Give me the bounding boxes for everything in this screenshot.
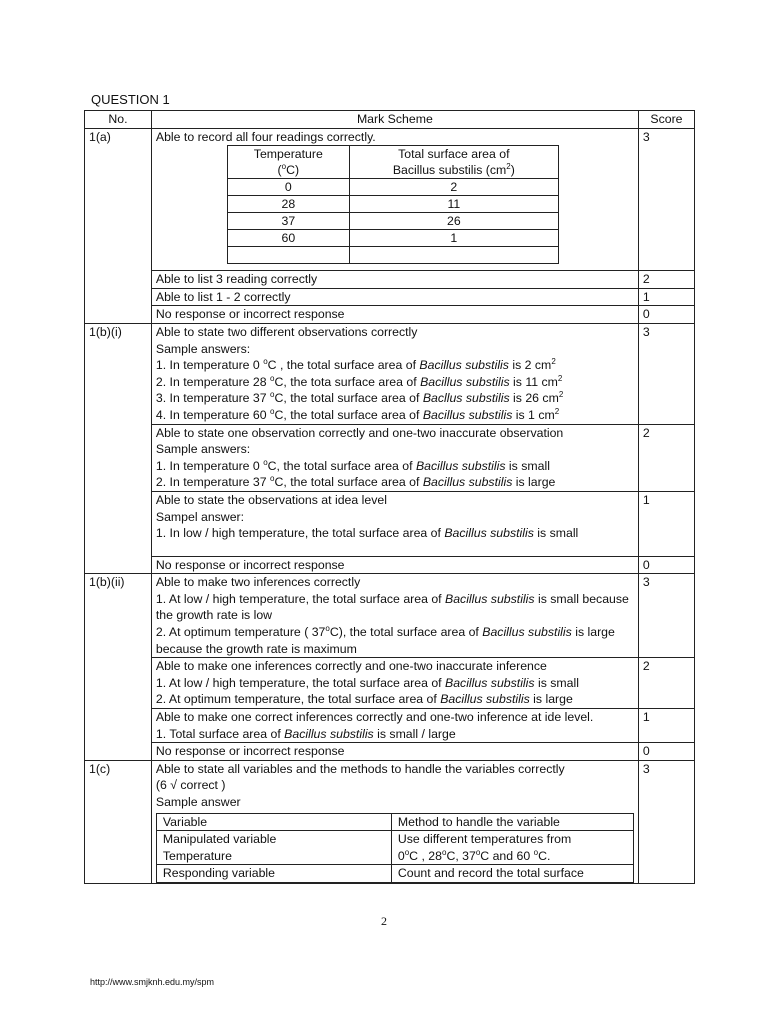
page-number: 2 <box>381 914 387 928</box>
mark-scheme-table <box>84 110 695 884</box>
criterion-text: No response or incorrect response <box>151 306 638 324</box>
criterion-text: Able to list 1 - 2 correctly <box>151 288 638 306</box>
criterion-text: Able to record all four readings correctly. <box>155 129 376 144</box>
footer-url: http://www.smjknh.edu.my/spm <box>90 977 215 987</box>
row-number: 1(c) <box>85 760 152 883</box>
sample-answer: 1. In temperature 0 $^o$C , the total surface area of Bacillus substilis is 2 $cm^2$ <box>155 357 556 373</box>
readings-row <box>227 247 558 264</box>
sample-answer: 3. In temperature 37 $^o$C, the total surface area of Bacllus substilis is 26 $cm^2$ <box>155 390 564 406</box>
criterion-text: No response or incorrect response <box>151 556 638 574</box>
score-cell: 0 <box>638 306 694 324</box>
area-header: Total surface area of <box>398 147 510 162</box>
readings-table <box>227 145 559 264</box>
criterion-cell: Able to state two different observations correctly Sample answers: 1. In temperature 0 $^o$C , the total surface area of Bacillus substilis is 2 $cm^2$ 2. In temperature 28 $^o$C, the tota surface area of Bacillus substilis is 11 $cm^2$ 3. In temperature 37 $^o$C, the total surface area of Bacllus substilis is 26 $cm^2$ 4. In temperature 60 $^o$C, the total surface area of Bacillus substilis is 1 $cm^2$ <box>151 323 638 424</box>
sample-answer: 2. At optimum temperature, the total surface area of Bacillus substilis is large <box>155 692 573 707</box>
score-cell: 3 <box>638 128 694 271</box>
score-cell: 1 <box>638 491 694 556</box>
score-cell: 1 <box>638 288 694 306</box>
criterion-text: No response or incorrect response <box>151 743 638 761</box>
score-cell: 1 <box>638 709 694 743</box>
criterion-cell: Able to make one inferences correctly and one-two inaccurate inference 1. At low / high temperature, the total surface area of Bacillus substilis is small 2. At optimum temperature, the total surface area of Bacillus substilis is large <box>151 658 638 709</box>
readings-row: 0 2 <box>227 179 558 196</box>
table-row <box>85 743 695 761</box>
criterion-cell: Able to state the observations at idea level Sampel answer: 1. In low / high temperature, the total surface area of Bacillus substilis is small <box>151 491 638 556</box>
table-row <box>85 574 695 658</box>
score-cell: 0 <box>638 743 694 761</box>
sample-answer: 2. At optimum temperature ( 37$^o$C), the total surface area of Bacillus substilis is large because the growth rate is maximum <box>155 623 615 656</box>
question-title: QUESTION 1 <box>91 92 170 107</box>
header-row <box>85 111 695 129</box>
sample-answer: 1. In low / high temperature, the total surface area of Bacillus substilis is small <box>155 526 579 541</box>
criterion-text: Able to list 3 reading correctly <box>151 271 638 289</box>
row-number: 1(b)(ii) <box>85 574 152 761</box>
table-row <box>85 491 695 556</box>
readings-row: 28 11 <box>227 196 558 213</box>
score-cell: 3 <box>638 323 694 424</box>
criterion-cell: Able to make two inferences correctly 1. At low / high temperature, the total surface area of Bacillus substilis is small because the growth rate is low 2. At optimum temperature ( 37$^o$C), the total surface area of Bacillus substilis is large because the growth rate is maximum <box>151 574 638 658</box>
sample-answer: 2. In temperature 37 $^o$C, the total surface area of Bacillus substilis is large <box>155 474 556 490</box>
header-no: No. <box>85 111 152 129</box>
sample-answer: 1. Total surface area of Bacillus substilis is small / large <box>155 726 456 741</box>
readings-row: 37 26 <box>227 213 558 230</box>
readings-row: 60 1 <box>227 230 558 247</box>
variables-row: Responding variable Count and record the total surface <box>156 865 633 883</box>
sample-answer: 1. At low / high temperature, the total surface area of Bacillus substilis is small <box>155 675 579 690</box>
row-number: 1(b)(i) <box>85 323 152 573</box>
score-cell: 3 <box>638 574 694 658</box>
sample-answer: 1. At low / high temperature, the total surface area of Bacillus substilis is small because the growth rate is low <box>155 591 629 623</box>
criterion-cell: Able to state all variables and the methods to handle the variables correctly (6 √ correct ) Sample answer Variable Method to handle the variable Manipulated variable Temperature Use different temperatures from 0$^o$C , 28$^o$C, 37$^o$C and 60 $^o$C. Responding variable Count and record the total surface <box>151 760 638 883</box>
sample-answer: 2. In temperature 28 $^o$C, the tota surface area of Bacillus substilis is 11 $cm^2$ <box>155 373 563 389</box>
row-number: 1(a) <box>85 128 152 323</box>
criterion-cell: Able to make one correct inferences correctly and one-two inference at ide level. 1. Total surface area of Bacillus substilis is small / large <box>151 709 638 743</box>
criterion-cell <box>151 128 638 271</box>
table-row <box>85 709 695 743</box>
table-row <box>85 424 695 491</box>
header-mark-scheme: Mark Scheme <box>151 111 638 129</box>
score-cell: 2 <box>638 271 694 289</box>
table-row <box>85 128 695 271</box>
header-score: Score <box>638 111 694 129</box>
table-row <box>85 323 695 424</box>
table-row <box>85 306 695 324</box>
readings-header: Temperature ($^o$C) Total surface area of Bacillus substilis $(cm^2)$ <box>227 146 558 179</box>
table-row <box>85 556 695 574</box>
sample-answer: 1. In temperature 0 $^o$C, the total surface area of Bacillus substilis is small <box>155 457 550 473</box>
table-row <box>85 760 695 883</box>
variables-row: Manipulated variable Temperature Use different temperatures from 0$^o$C , 28$^o$C, 37$^o$C and 60 $^o$C. <box>156 831 633 865</box>
sample-answer: 4. In temperature 60 $^o$C, the total surface area of Bacillus substilis is 1 $cm^2$ <box>155 406 560 422</box>
score-cell: 2 <box>638 424 694 491</box>
variables-table <box>156 813 634 883</box>
table-row <box>85 271 695 289</box>
criterion-cell: Able to state one observation correctly and one-two inaccurate observation Sample answers: 1. In temperature 0 $^o$C, the total surface area of Bacillus substilis is small 2. In temperature 37 $^o$C, the total surface area of Bacillus substilis is large <box>151 424 638 491</box>
score-cell: 3 <box>638 760 694 883</box>
variables-header: Variable Method to handle the variable <box>156 813 633 831</box>
table-row <box>85 658 695 709</box>
temperature-header: Temperature <box>253 147 323 162</box>
score-cell: 2 <box>638 658 694 709</box>
table-row <box>85 288 695 306</box>
score-cell: 0 <box>638 556 694 574</box>
